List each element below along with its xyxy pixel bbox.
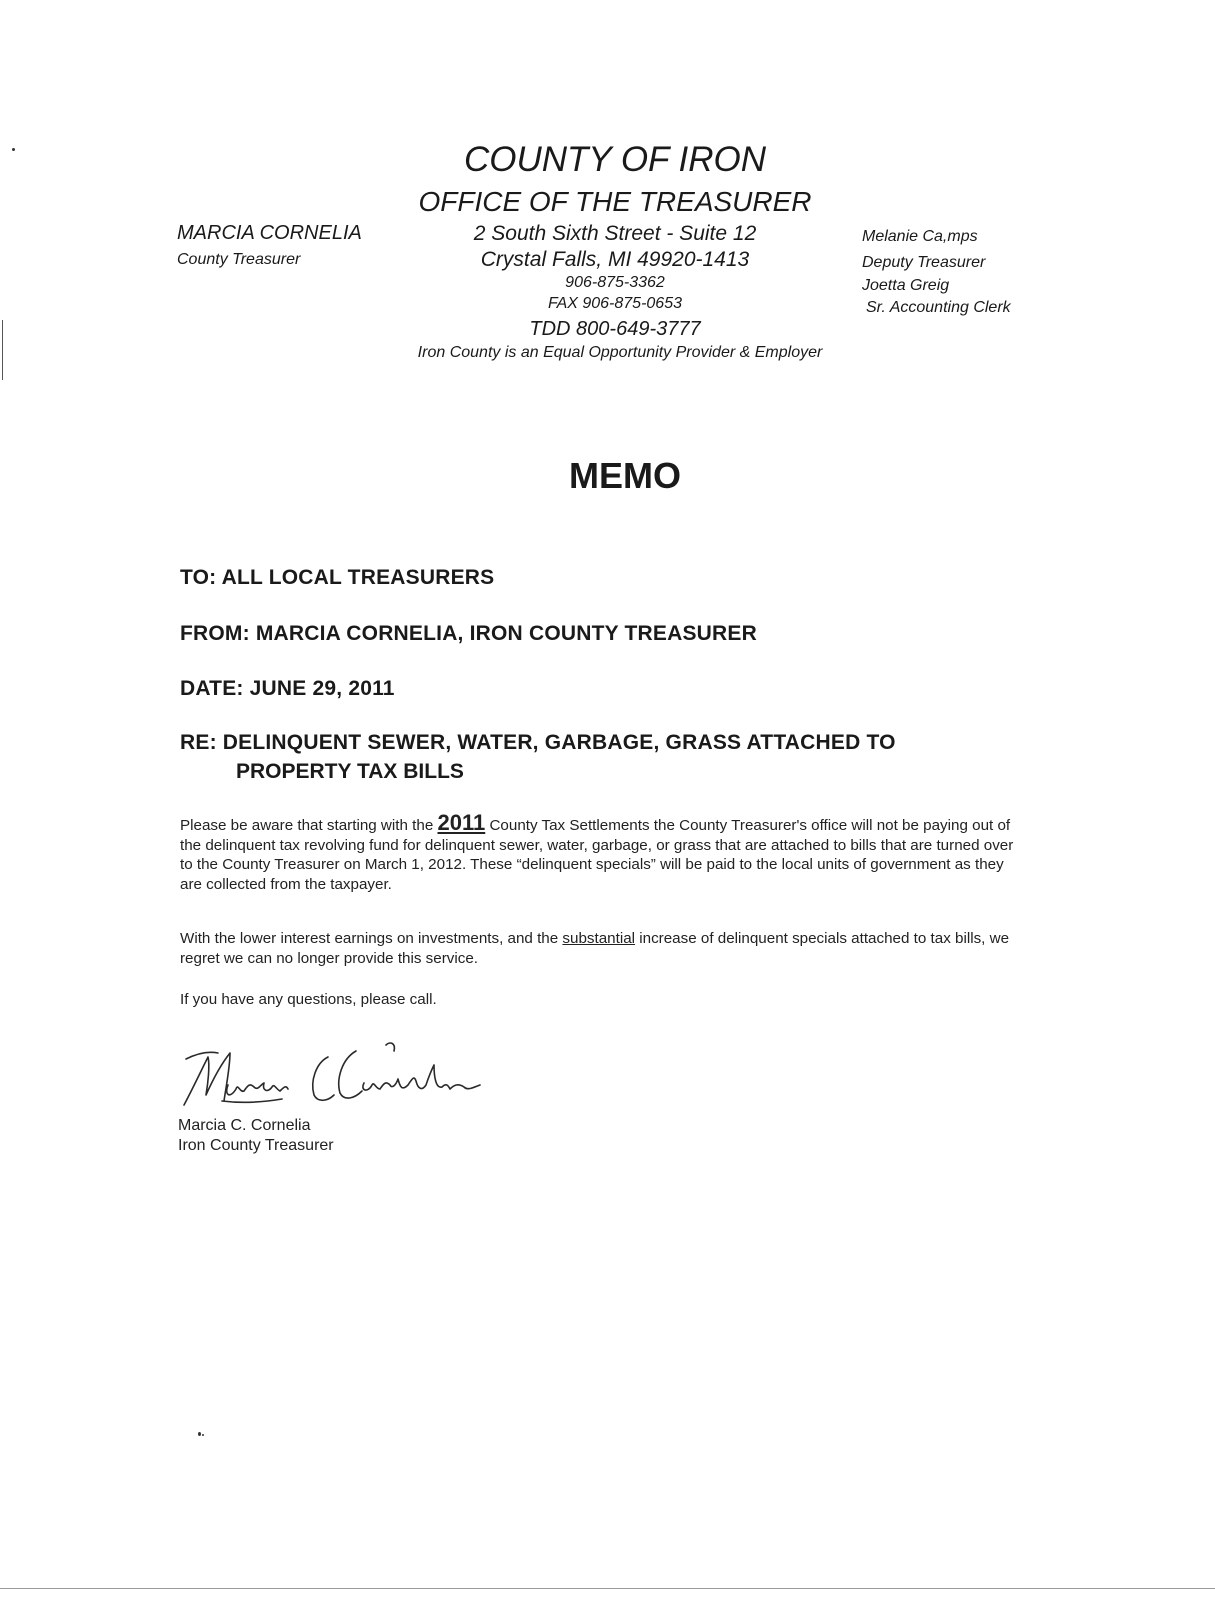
signer-name: Marcia C. Cornelia bbox=[178, 1117, 311, 1134]
body-paragraph-3: If you have any questions, please call. bbox=[180, 991, 437, 1008]
scan-bottom-edge bbox=[0, 1588, 1215, 1589]
memo-from: FROM: MARCIA CORNELIA, IRON COUNTY TREASURER bbox=[180, 622, 757, 645]
scan-edge-mark bbox=[2, 320, 3, 380]
treasurer-title: County Treasurer bbox=[177, 251, 301, 268]
fax-number: FAX 906-875-0653 bbox=[547, 295, 682, 312]
clerk-name: Joetta Greig bbox=[862, 277, 950, 294]
signer-title: Iron County Treasurer bbox=[178, 1137, 334, 1154]
tdd-number: TDD 800-649-3777 bbox=[529, 318, 701, 340]
memo-to: TO: ALL LOCAL TREASURERS bbox=[180, 566, 495, 589]
deputy-title: Deputy Treasurer bbox=[862, 254, 986, 271]
handwritten-signature bbox=[178, 1035, 508, 1125]
phone-number: 906-875-3362 bbox=[565, 274, 665, 291]
memo-title: MEMO bbox=[569, 455, 681, 496]
county-title: COUNTY OF IRON bbox=[463, 140, 767, 179]
body-paragraph-1 bbox=[180, 810, 1020, 894]
address-line-2: Crystal Falls, MI 49920-1413 bbox=[480, 248, 750, 271]
equal-opportunity-statement: Iron County is an Equal Opportunity Provider & Employer bbox=[417, 344, 823, 361]
clerk-title: Sr. Accounting Clerk bbox=[866, 299, 1011, 316]
scan-speck bbox=[198, 1432, 201, 1436]
treasurer-name: MARCIA CORNELIA bbox=[177, 222, 362, 244]
scan-speck bbox=[202, 1434, 204, 1436]
address-line-1: 2 South Sixth Street - Suite 12 bbox=[473, 222, 757, 245]
memo-subject-line-2: PROPERTY TAX BILLS bbox=[236, 760, 464, 783]
body-paragraph-2 bbox=[180, 929, 1020, 968]
office-title: OFFICE OF THE TREASURER bbox=[418, 186, 812, 217]
underlined-word: substantial bbox=[562, 930, 636, 947]
p2-lead: With the lower interest earnings on investments, and the bbox=[180, 930, 563, 947]
deputy-name: Melanie Ca,mps bbox=[862, 228, 978, 245]
year-highlight: 2011 bbox=[437, 810, 486, 835]
p1-rest: County Tax Settlements the County Treasurer's office will not be paying out of the delinquent tax revolving fund for delinquent sewer, water, garbage, or grass that are attached to bills that are turned over to the County Treasurer on March 1, 2012. These “delinquent specials” will be paid to the local units of government as they are collected from the taxpayer. bbox=[180, 817, 1014, 893]
p2-rest: increase of delinquent specials attached to tax bills, we regret we can no longer provide this service. bbox=[180, 930, 1010, 967]
memo-date: DATE: JUNE 29, 2011 bbox=[180, 677, 395, 700]
p1-lead: Please be aware that starting with the bbox=[180, 817, 438, 834]
memo-subject-line-1: RE: DELINQUENT SEWER, WATER, GARBAGE, GRASS ATTACHED TO bbox=[180, 731, 896, 754]
scan-speck bbox=[12, 148, 15, 151]
